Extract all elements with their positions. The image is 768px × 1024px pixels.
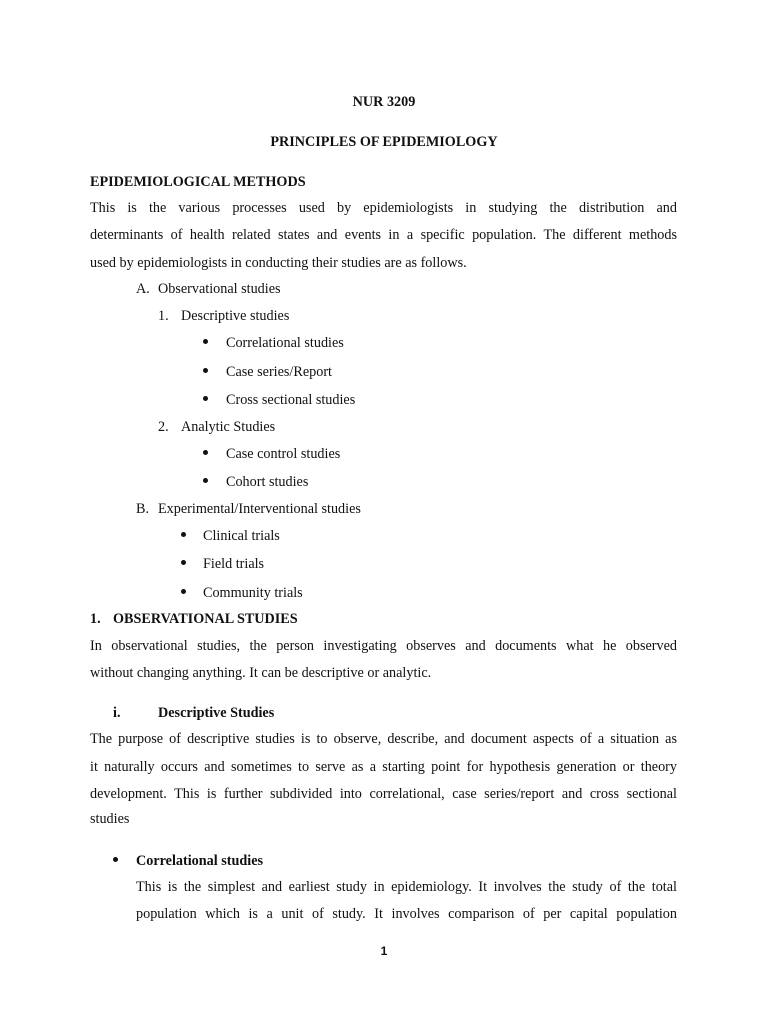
bullet-icon xyxy=(181,560,186,565)
outline-b-item-3: Community trials xyxy=(203,585,303,601)
outline-1-item-3: Cross sectional studies xyxy=(226,392,356,408)
bullet-icon xyxy=(203,396,208,401)
descriptive-line-3: development. This is further subdivided into correlational, case series/report and cross sectional xyxy=(90,786,677,802)
bullet-icon xyxy=(203,450,208,455)
bullet-icon xyxy=(203,368,208,373)
outline-1-item-2: Case series/Report xyxy=(226,364,332,380)
descriptive-line-1: The purpose of descriptive studies is to observe, describe, and document aspects of a situation as xyxy=(90,731,677,747)
outline-2-label: 2. xyxy=(158,419,169,435)
methods-intro-line-2: determinants of health related states and events in a specific population. The different methods xyxy=(90,227,677,243)
course-title: PRINCIPLES OF EPIDEMIOLOGY xyxy=(270,134,498,150)
methods-intro-line-3: used by epidemiologists in conducting their studies are as follows. xyxy=(90,255,467,271)
observational-heading-num: 1. xyxy=(90,611,101,627)
outline-2-text: Analytic Studies xyxy=(181,419,276,435)
descriptive-num: i. xyxy=(113,705,121,721)
correlational-line-1: This is the simplest and earliest study in epidemiology. It involves the study of the total xyxy=(136,879,677,895)
outline-a-label: A. xyxy=(136,281,150,297)
outline-b-item-1: Clinical trials xyxy=(203,528,280,544)
outline-1-label: 1. xyxy=(158,308,169,324)
correlational-line-2: population which is a unit of study. It involves comparison of per capital population xyxy=(136,906,677,922)
observational-line-1: In observational studies, the person investigating observes and documents what he observed xyxy=(90,638,677,654)
course-code: NUR 3209 xyxy=(352,94,416,110)
correlational-heading: Correlational studies xyxy=(136,853,264,869)
outline-2-item-2: Cohort studies xyxy=(226,474,309,490)
bullet-icon xyxy=(181,589,186,594)
outline-1-item-1: Correlational studies xyxy=(226,335,344,351)
bullet-icon xyxy=(203,478,208,483)
page-number: 1 xyxy=(380,944,388,958)
observational-heading: OBSERVATIONAL STUDIES xyxy=(113,611,298,627)
descriptive-line-4: studies xyxy=(90,811,130,827)
outline-2-item-1: Case control studies xyxy=(226,446,341,462)
methods-heading: EPIDEMIOLOGICAL METHODS xyxy=(90,174,306,190)
outline-b-label: B. xyxy=(136,501,150,517)
outline-b-text: Experimental/Interventional studies xyxy=(158,501,361,517)
bullet-icon xyxy=(113,857,118,862)
outline-b-item-2: Field trials xyxy=(203,556,265,572)
descriptive-line-2: it naturally occurs and sometimes to serve as a starting point for hypothesis generation or theory xyxy=(90,759,677,775)
outline-1-text: Descriptive studies xyxy=(181,308,290,324)
bullet-icon xyxy=(203,339,208,344)
descriptive-heading: Descriptive Studies xyxy=(158,705,275,721)
bullet-icon xyxy=(181,532,186,537)
outline-a-text: Observational studies xyxy=(158,281,281,297)
observational-line-2: without changing anything. It can be descriptive or analytic. xyxy=(90,665,432,681)
methods-intro-line-1: This is the various processes used by epidemiologists in studying the distribution and xyxy=(90,200,677,216)
